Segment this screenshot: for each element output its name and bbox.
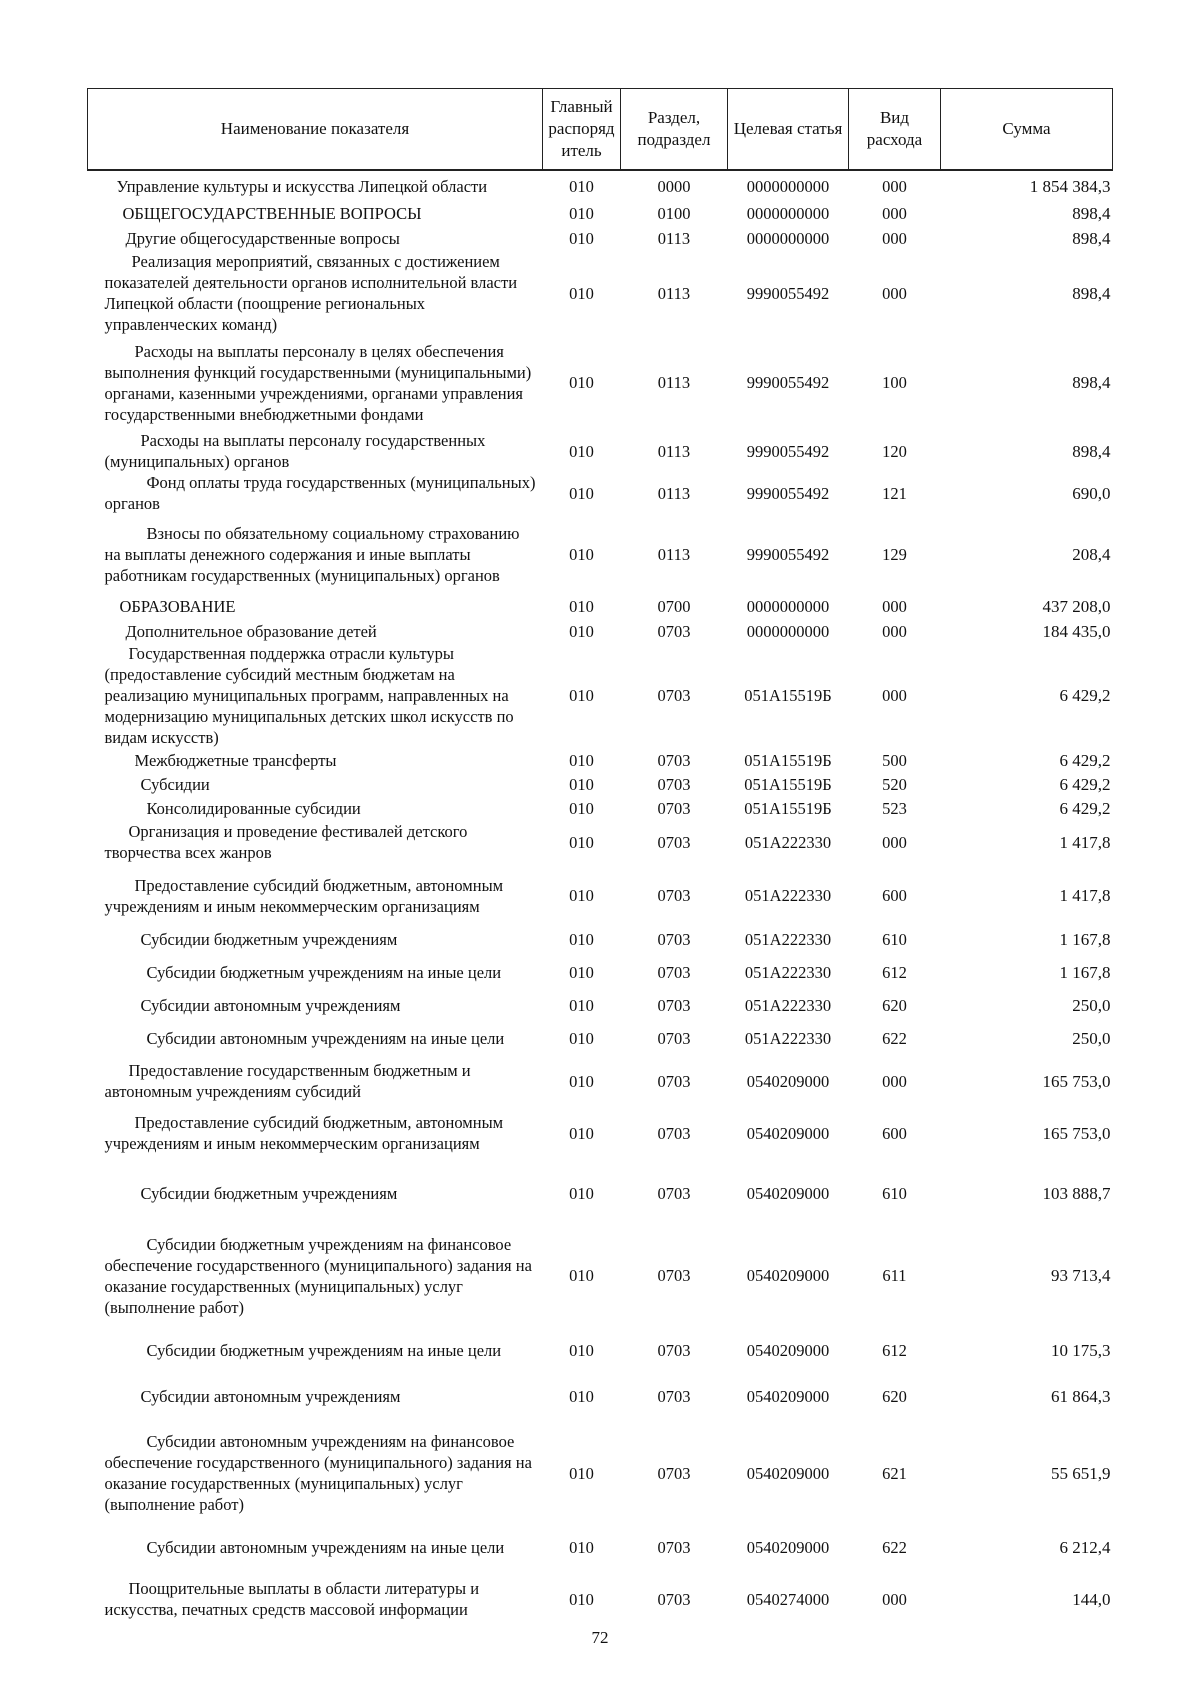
row-name: Субсидии автономным учреждениям на иные цели <box>146 1537 505 1557</box>
row-celevaya: 051А222330 <box>744 995 832 1015</box>
row-summa: 93 713,4 <box>1051 1266 1111 1285</box>
row-glavny: 010 <box>569 1071 594 1091</box>
row-glavny: 010 <box>569 774 594 794</box>
row-razdel: 0703 <box>657 1463 691 1483</box>
row-name: Расходы на выплаты персоналу в целях обеспечения выполнения функций государственными (муниципальными) органами, казенными учреждениями, органами управления государственными внебюджетными фондами <box>104 341 532 424</box>
row-razdel: 0113 <box>657 441 691 461</box>
row-razdel: 0703 <box>657 798 691 818</box>
row-summa: 898,4 <box>1072 229 1111 248</box>
table-row <box>88 1421 1113 1525</box>
row-name: Дополнительное образование детей <box>125 621 377 641</box>
row-glavny: 010 <box>569 1183 594 1203</box>
row-celevaya: 051А15519Б <box>744 686 832 705</box>
row-glavny: 010 <box>569 1028 594 1048</box>
row-glavny: 010 <box>569 1537 594 1557</box>
row-glavny: 010 <box>569 1589 594 1609</box>
row-summa: 250,0 <box>1072 1028 1111 1048</box>
header-name: Наименование показателя <box>88 89 543 171</box>
table-row <box>88 643 1113 748</box>
row-celevaya: 0540274000 <box>746 1589 830 1609</box>
row-vid: 000 <box>882 597 907 616</box>
row-vid: 100 <box>882 373 907 392</box>
row-vid: 620 <box>882 995 907 1015</box>
row-glavny: 010 <box>569 483 594 503</box>
row-glavny: 010 <box>569 1340 594 1360</box>
table-row <box>88 335 1113 430</box>
table-row <box>88 772 1113 796</box>
table-row <box>88 1328 1113 1372</box>
row-razdel: 0703 <box>657 1387 691 1406</box>
row-summa: 61 864,3 <box>1051 1387 1111 1406</box>
row-name: Взносы по обязательному социальному страхованию на выплаты денежного содержания и иные выплаты работникам государственных (муниципальных) органов <box>104 523 520 585</box>
row-name: Субсидии бюджетным учреждениям <box>140 929 398 949</box>
row-vid: 000 <box>882 283 907 303</box>
row-summa: 208,4 <box>1072 544 1111 564</box>
row-razdel: 0703 <box>657 1340 691 1360</box>
table-row <box>88 1525 1113 1569</box>
row-razdel: 0703 <box>657 1589 691 1609</box>
row-name: Фонд оплаты труда государственных (муниципальных) органов <box>104 473 536 513</box>
row-celevaya: 0000000000 <box>746 597 830 616</box>
row-celevaya: 9990055492 <box>746 544 830 564</box>
row-razdel: 0113 <box>657 483 691 503</box>
row-glavny: 010 <box>569 373 594 392</box>
row-glavny: 010 <box>569 962 594 982</box>
row-celevaya: 9990055492 <box>746 483 830 503</box>
row-name: Консолидированные субсидии <box>146 798 361 818</box>
row-glavny: 010 <box>569 544 594 564</box>
row-celevaya: 9990055492 <box>746 373 830 392</box>
row-name: Субсидии автономным учреждениям на финансовое обеспечение государственного (муниципального) задания на оказание государственных (муниципальных) услуг (выполнение работ) <box>104 1432 532 1514</box>
row-summa: 6 429,2 <box>1059 750 1111 770</box>
row-glavny: 010 <box>569 798 594 818</box>
row-summa: 690,0 <box>1072 483 1111 503</box>
row-name: Субсидии бюджетным учреждениям <box>140 1183 398 1203</box>
row-glavny: 010 <box>569 441 594 461</box>
row-vid: 129 <box>882 544 907 564</box>
row-vid: 500 <box>882 750 907 770</box>
table-row <box>88 1059 1113 1103</box>
row-celevaya: 0540209000 <box>746 1340 830 1360</box>
row-glavny: 010 <box>569 686 594 705</box>
row-name: Государственная поддержка отрасли культуры (предоставление субсидий местным бюджетам на реализацию муниципальных программ, направленных на модернизацию муниципальных детских школ искусств по видам искусств) <box>104 644 514 747</box>
row-razdel: 0703 <box>657 1123 691 1143</box>
row-name: Реализация мероприятий, связанных с достижением показателей деятельности органов исполнительной власти Липецкой области (поощрение региональных управленческих команд) <box>104 252 518 334</box>
row-razdel: 0703 <box>657 774 691 794</box>
row-summa: 1 854 384,3 <box>1029 176 1111 196</box>
row-razdel: 0100 <box>657 204 691 223</box>
row-name: Субсидии <box>140 774 210 794</box>
row-name: Организация и проведение фестивалей детского творчества всех жанров <box>104 822 468 862</box>
row-vid: 000 <box>882 229 907 248</box>
table-row <box>88 594 1113 619</box>
row-vid: 612 <box>882 962 907 982</box>
table-row <box>88 927 1113 951</box>
row-summa: 6 212,4 <box>1059 1537 1111 1557</box>
row-vid: 000 <box>882 204 907 223</box>
table-row <box>88 864 1113 927</box>
row-vid: 600 <box>882 1123 907 1143</box>
table-row <box>88 1163 1113 1223</box>
row-glavny: 010 <box>569 1463 594 1483</box>
row-celevaya: 0540209000 <box>746 1387 830 1406</box>
row-celevaya: 051А222330 <box>744 962 832 982</box>
row-glavny: 010 <box>569 832 594 852</box>
row-name: Субсидии бюджетным учреждениям на иные цели <box>146 962 502 982</box>
row-razdel: 0703 <box>657 1028 691 1048</box>
row-name: Расходы на выплаты персоналу государственных (муниципальных) органов <box>104 431 486 471</box>
row-vid: 600 <box>882 886 907 905</box>
row-razdel: 0703 <box>657 886 691 905</box>
row-vid: 000 <box>882 832 907 852</box>
row-name: Субсидии автономным учреждениям <box>140 995 401 1015</box>
table-row <box>88 1372 1113 1421</box>
row-celevaya: 051А222330 <box>744 1028 832 1048</box>
table-row <box>88 796 1113 820</box>
row-glavny: 010 <box>569 995 594 1015</box>
table-row <box>88 1223 1113 1328</box>
row-summa: 898,4 <box>1072 204 1111 223</box>
header-razdel: Раздел, подраздел <box>621 89 728 171</box>
table-row <box>88 1017 1113 1059</box>
row-summa: 10 175,3 <box>1051 1340 1111 1360</box>
row-summa: 6 429,2 <box>1059 774 1111 794</box>
row-vid: 621 <box>882 1463 907 1483</box>
row-celevaya: 0540209000 <box>746 1071 830 1091</box>
row-glavny: 010 <box>569 229 594 248</box>
table-row <box>88 619 1113 643</box>
row-summa: 165 753,0 <box>1042 1071 1111 1091</box>
row-celevaya: 051А222330 <box>744 929 832 949</box>
table-row <box>88 226 1113 251</box>
row-celevaya: 0000000000 <box>746 204 830 223</box>
row-celevaya: 051А15519Б <box>744 774 832 794</box>
row-glavny: 010 <box>569 1387 594 1406</box>
row-name: Поощрительные выплаты в области литературы и искусства, печатных средств массовой информации <box>104 1579 480 1619</box>
table-row <box>88 1569 1113 1629</box>
row-razdel: 0703 <box>657 1266 691 1285</box>
row-celevaya: 051А222330 <box>744 832 832 852</box>
table-row <box>88 514 1113 594</box>
row-razdel: 0113 <box>657 283 691 303</box>
table-body <box>88 170 1113 1629</box>
row-celevaya: 0540209000 <box>746 1123 830 1143</box>
row-vid: 523 <box>882 798 907 818</box>
row-name: Субсидии автономным учреждениям на иные цели <box>146 1028 505 1048</box>
row-vid: 120 <box>882 441 907 461</box>
row-summa: 1 417,8 <box>1059 832 1111 852</box>
row-glavny: 010 <box>569 176 594 196</box>
row-summa: 437 208,0 <box>1042 597 1111 616</box>
row-celevaya: 0540209000 <box>746 1537 830 1557</box>
header-glavny: Главный распоряд итель <box>543 89 621 171</box>
row-name: Предоставление субсидий бюджетным, автономным учреждениям и иным некоммерческим организациям <box>104 875 504 916</box>
row-name: Предоставление государственным бюджетным и автономным учреждениям субсидий <box>104 1061 471 1101</box>
row-celevaya: 051А15519Б <box>744 798 832 818</box>
table-row <box>88 951 1113 993</box>
table-header <box>88 89 1113 171</box>
row-summa: 898,4 <box>1072 441 1111 461</box>
row-celevaya: 9990055492 <box>746 441 830 461</box>
row-celevaya: 0000000000 <box>746 621 830 641</box>
row-celevaya: 0540209000 <box>746 1266 830 1285</box>
table-row <box>88 820 1113 864</box>
header-summa: Сумма <box>941 89 1113 171</box>
row-razdel: 0000 <box>657 176 691 196</box>
row-summa: 898,4 <box>1072 373 1111 392</box>
row-vid: 000 <box>882 1071 907 1091</box>
row-vid: 520 <box>882 774 907 794</box>
row-vid: 611 <box>882 1266 907 1285</box>
table-row <box>88 748 1113 772</box>
row-vid: 000 <box>882 176 907 196</box>
row-name: Управление культуры и искусства Липецкой области <box>116 176 488 196</box>
table-row <box>88 170 1113 201</box>
row-celevaya: 0000000000 <box>746 176 830 196</box>
row-name: Другие общегосударственные вопросы <box>125 229 400 248</box>
table-row <box>88 430 1113 472</box>
table-row <box>88 472 1113 514</box>
row-vid: 612 <box>882 1340 907 1360</box>
row-razdel: 0703 <box>657 750 691 770</box>
table-row <box>88 993 1113 1017</box>
row-celevaya: 0000000000 <box>746 229 830 248</box>
row-summa: 1 167,8 <box>1059 962 1111 982</box>
row-razdel: 0703 <box>657 1071 691 1091</box>
row-summa: 1 417,8 <box>1059 886 1111 905</box>
row-razdel: 0703 <box>657 995 691 1015</box>
row-glavny: 010 <box>569 621 594 641</box>
row-razdel: 0703 <box>657 686 691 705</box>
row-summa: 103 888,7 <box>1042 1183 1111 1203</box>
row-vid: 610 <box>882 1183 907 1203</box>
row-celevaya: 0540209000 <box>746 1463 830 1483</box>
row-name: ОБРАЗОВАНИЕ <box>119 597 236 616</box>
row-razdel: 0703 <box>657 929 691 949</box>
page-number: 72 <box>591 1628 609 1647</box>
row-glavny: 010 <box>569 750 594 770</box>
row-summa: 1 167,8 <box>1059 929 1111 949</box>
row-name: Субсидии бюджетным учреждениям на иные цели <box>146 1340 502 1360</box>
row-vid: 610 <box>882 929 907 949</box>
row-vid: 121 <box>882 483 907 503</box>
row-glavny: 010 <box>569 283 594 303</box>
row-razdel: 0113 <box>657 544 691 564</box>
row-vid: 000 <box>882 1589 907 1609</box>
row-razdel: 0703 <box>657 962 691 982</box>
row-glavny: 010 <box>569 1266 594 1285</box>
row-celevaya: 051А222330 <box>744 886 832 905</box>
row-razdel: 0703 <box>657 832 691 852</box>
row-name: ОБЩЕГОСУДАРСТВЕННЫЕ ВОПРОСЫ <box>122 204 422 223</box>
row-razdel: 0700 <box>657 597 691 616</box>
row-razdel: 0113 <box>657 229 691 248</box>
row-vid: 622 <box>882 1028 907 1048</box>
row-summa: 165 753,0 <box>1042 1123 1111 1143</box>
row-glavny: 010 <box>569 597 594 616</box>
row-celevaya: 9990055492 <box>746 283 830 303</box>
row-name: Субсидии бюджетным учреждениям на финансовое обеспечение государственного (муниципального) задания на оказание государственных (муниципальных) услуг (выполнение работ) <box>104 1234 532 1317</box>
budget-table <box>87 88 1113 1629</box>
row-summa: 6 429,2 <box>1059 798 1111 818</box>
row-glavny: 010 <box>569 1123 594 1143</box>
table-row <box>88 1103 1113 1163</box>
row-glavny: 010 <box>569 886 594 905</box>
row-celevaya: 051А15519Б <box>744 750 832 770</box>
row-summa: 184 435,0 <box>1042 621 1111 641</box>
header-vid: Вид расхода <box>849 89 941 171</box>
row-summa: 55 651,9 <box>1051 1463 1111 1483</box>
row-vid: 620 <box>882 1387 907 1406</box>
row-summa: 898,4 <box>1072 283 1111 303</box>
header-celevaya: Целевая статья <box>728 89 849 171</box>
row-summa: 6 429,2 <box>1059 686 1111 705</box>
row-glavny: 010 <box>569 929 594 949</box>
row-name: Межбюджетные трансферты <box>134 750 337 770</box>
row-vid: 000 <box>882 686 907 705</box>
table-row <box>88 251 1113 335</box>
row-summa: 144,0 <box>1072 1589 1111 1609</box>
row-vid: 622 <box>882 1537 907 1557</box>
row-razdel: 0703 <box>657 1537 691 1557</box>
row-razdel: 0113 <box>657 373 691 392</box>
row-glavny: 010 <box>569 204 594 223</box>
row-celevaya: 0540209000 <box>746 1183 830 1203</box>
row-name: Субсидии автономным учреждениям <box>140 1387 401 1406</box>
row-razdel: 0703 <box>657 621 691 641</box>
row-name: Предоставление субсидий бюджетным, автономным учреждениям и иным некоммерческим организациям <box>104 1113 504 1153</box>
row-razdel: 0703 <box>657 1183 691 1203</box>
row-vid: 000 <box>882 621 907 641</box>
row-summa: 250,0 <box>1072 995 1111 1015</box>
table-row <box>88 201 1113 226</box>
